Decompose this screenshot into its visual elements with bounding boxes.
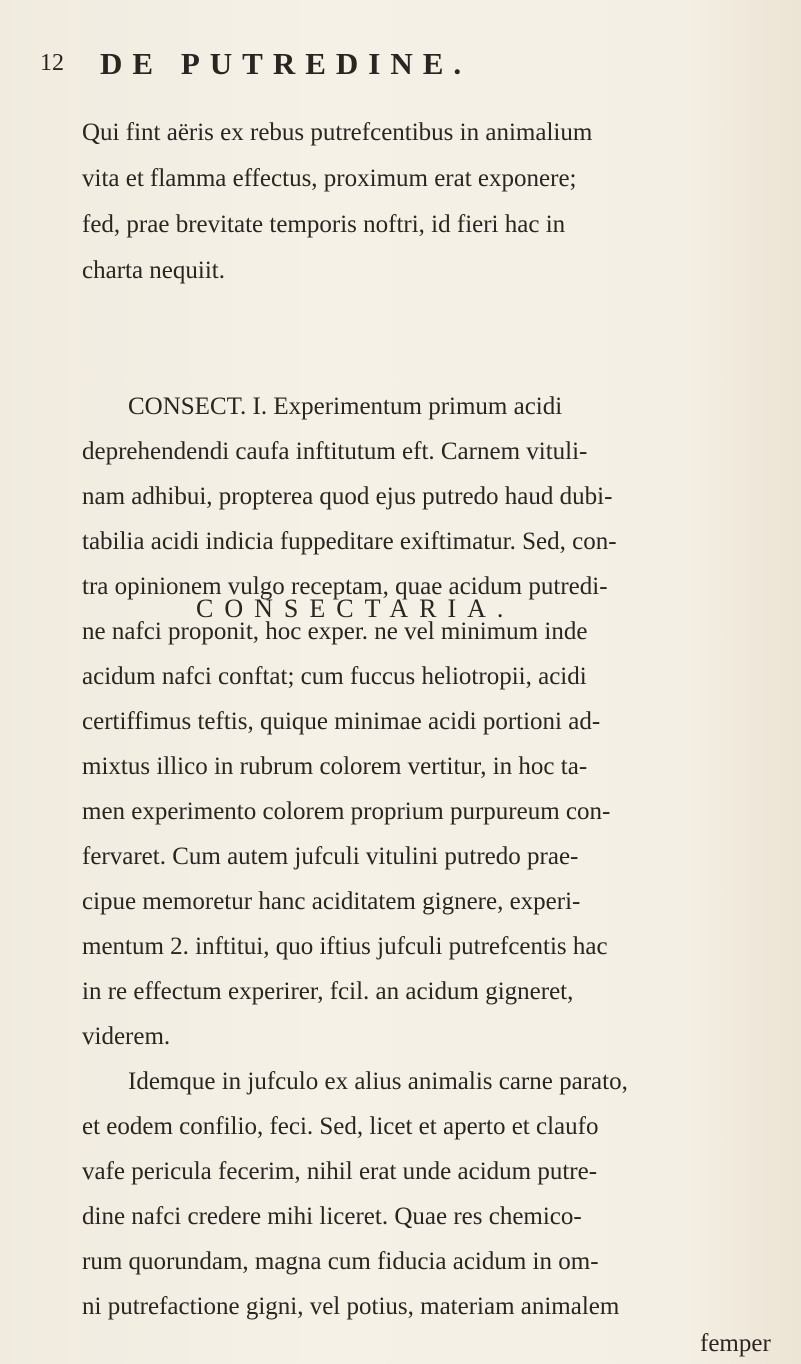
text-line: certiffimus teftis, quique minimae acidi portioni ad- xyxy=(82,708,601,735)
text-line: tra opinionem vulgo receptam, quae acidum putredi- xyxy=(82,573,608,600)
text-line: mixtus illico in rubrum colorem vertitur, in hoc ta- xyxy=(82,753,588,780)
text-line: CONSECT. I. Experimentum primum acidi xyxy=(128,393,563,420)
section-title: CONSECTARIA. xyxy=(196,594,515,623)
text-line: fed, prae brevitate temporis noftri, id fieri hac in xyxy=(82,211,566,238)
running-title: DE PUTREDINE. xyxy=(100,46,472,81)
text-line: mentum 2. inftitui, quo iftius jufculi putrefcentis hac xyxy=(82,933,608,960)
text-line: viderem. xyxy=(82,1023,171,1050)
text-line: dine nafci credere mihi liceret. Quae res chemico- xyxy=(82,1203,582,1230)
text-line: men experimento colorem proprium purpureum con- xyxy=(82,798,611,825)
text-line: acidum nafci conftat; cum fuccus heliotropii, acidi xyxy=(82,663,587,690)
text-line: vita et flamma effectus, proximum erat exponere; xyxy=(82,165,577,192)
text-line: et eodem confilio, feci. Sed, licet et aperto et claufo xyxy=(82,1113,599,1140)
text-line: rum quorundam, magna cum fiducia acidum in om- xyxy=(82,1248,599,1275)
text-line: in re effectum experirer, fcil. an acidum gigneret, xyxy=(82,978,574,1005)
page-number: 12 xyxy=(40,50,64,76)
text-line: ne nafci proponit, hoc exper. ne vel minimum inde xyxy=(82,618,588,645)
text-line: tabilia acidi indicia fuppeditare exiftimatur. Sed, con- xyxy=(82,528,617,555)
text-line: deprehendendi caufa inftitutum eft. Carnem vituli- xyxy=(82,438,588,465)
text-line: nam adhibui, propterea quod ejus putredo haud dubi- xyxy=(82,483,613,510)
catchword: femper xyxy=(700,1330,771,1357)
text-line: Qui fint aëris ex rebus putrefcentibus in animalium xyxy=(82,119,593,146)
text-line: vafe pericula fecerim, nihil erat unde acidum putre- xyxy=(82,1158,598,1185)
text-line: cipue memoretur hanc aciditatem gignere, experi- xyxy=(82,888,581,915)
page-header xyxy=(0,46,801,86)
text-line: ni putrefactione gigni, vel potius, materiam animalem xyxy=(82,1293,620,1320)
text-line: Idemque in jufculo ex alius animalis carne parato, xyxy=(128,1068,628,1095)
text-line: fervaret. Cum autem jufculi vitulini putredo prae- xyxy=(82,843,579,870)
text-line: charta nequiit. xyxy=(82,257,225,284)
